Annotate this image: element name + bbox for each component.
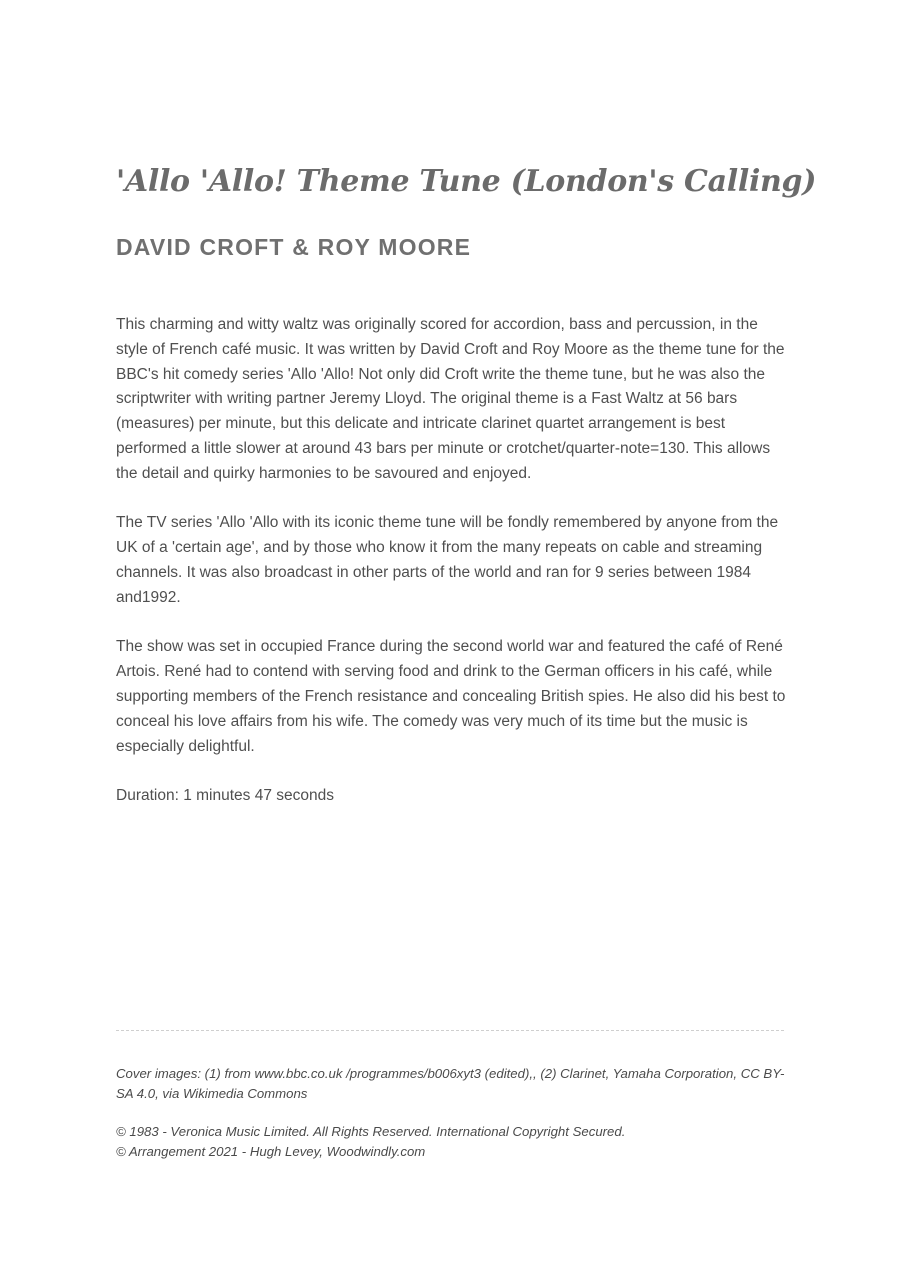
description-paragraph: The TV series 'Allo 'Allo with its iconic theme tune will be fondly remembered by anyone from the UK of a 'certain age', and by those who know it from the many repeats on cable and streaming channels. It was also broadcast in other parts of the world and ran for 9 series between 1984 and1992. <box>116 514 779 606</box>
copyright-notice: © 1983 - Veronica Music Limited. All Rights Reserved. International Copyright Secured. <box>116 1124 626 1139</box>
arrangement-credit: © Arrangement 2021 - Hugh Levey, Woodwindly.com <box>116 1143 426 1159</box>
footer-divider <box>116 1030 784 1031</box>
composer-heading: DAVID CROFT & ROY MOORE <box>116 234 472 260</box>
page-title: 'Allo 'Allo! Theme Tune (London's Calling) <box>116 164 817 199</box>
description-paragraph: This charming and witty waltz was originally scored for accordion, bass and percussion, in the style of French café music. It was written by David Croft and Roy Moore as the theme tune for the BBC's hit comedy series 'Allo 'Allo! Not only did Croft write the theme tune, but he was also the scriptwriter with writing partner Jeremy Lloyd. The original theme is a Fast Waltz at 56 bars (measures) per minute, but this delicate and intricate clarinet quartet arrangement is best performed a little slower at around 43 bars per minute or crotchet/quarter-note=130. This allows the detail and quirky harmonies to be savoured and enjoyed. <box>116 316 785 482</box>
description-body <box>116 313 788 834</box>
cover-images-credit: Cover images: (1) from www.bbc.co.uk /programmes/b006xyt3 (edited),, (2) Clarinet, Yamaha Corporation, CC BY-SA 4.0, via Wikimedia Commons <box>116 1066 785 1101</box>
description-paragraph: The show was set in occupied France during the second world war and featured the café of René Artois. René had to contend with serving food and drink to the German officers in his café, while supporting members of the French resistance and concealing British spies. He also did his best to conceal his love affairs from his wife. The comedy was very much of its time but the music is especially delightful. <box>116 638 786 755</box>
duration-text: Duration: 1 minutes 47 seconds <box>116 787 334 805</box>
credits-spacer <box>116 1103 788 1122</box>
footer-credits <box>116 1064 788 1161</box>
